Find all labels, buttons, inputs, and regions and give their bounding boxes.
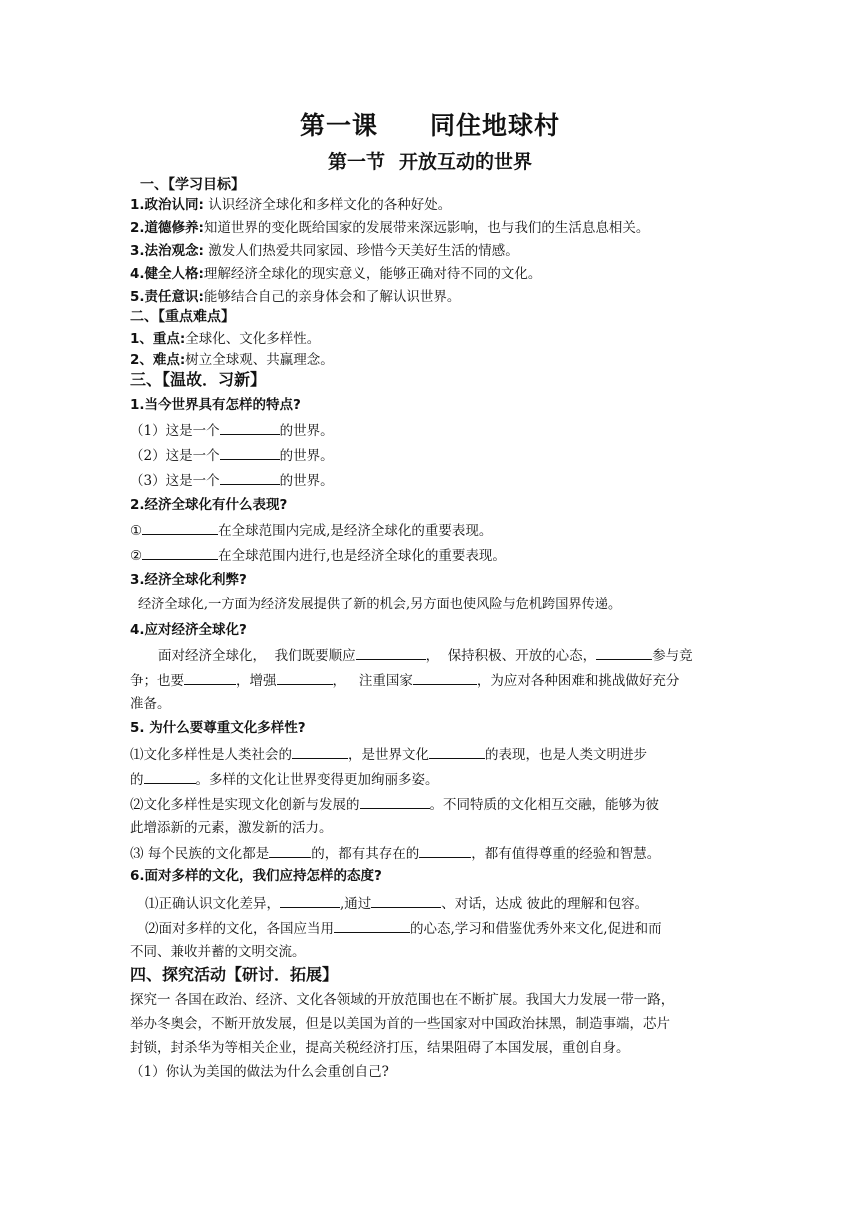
answer-blank[interactable] xyxy=(277,670,333,685)
heading-inquiry: 四、探究活动【研讨．拓展】 xyxy=(130,965,339,984)
heading-review: 三、【温故．习新】 xyxy=(130,370,267,389)
q2-fill-item: ① 在全球范围内完成,是经济全球化的重要表现。 xyxy=(130,520,740,541)
inquiry-question: （1）你认为美国的做法为什么会重创自己? xyxy=(130,1064,389,1080)
section-title xyxy=(0,147,860,174)
q2-fill-item: ② 在全球范围内进行,也是经济全球化的重要表现。 xyxy=(130,545,740,566)
heading-learning-goals: 一、【学习目标】 xyxy=(140,177,245,193)
question-1: 1.当今世界具有怎样的特点? xyxy=(130,397,301,413)
lesson-name: 同住地球村 xyxy=(430,111,561,140)
key-point-item: 2、难点:树立全球观、共赢理念。 xyxy=(130,352,334,368)
question-5: 5. 为什么要尊重文化多样性? xyxy=(130,720,306,736)
question-4: 4.应对经济全球化? xyxy=(130,622,247,638)
key-point-item: 1、重点:全球化、文化多样性。 xyxy=(130,331,321,347)
q5-answer-line: ⑶ 每个民族的文化都是 的，都有其存在的 ，都有值得尊重的经验和智慧。 xyxy=(130,843,740,864)
section-name: 开放互动的世界 xyxy=(399,151,533,173)
answer-blank[interactable] xyxy=(220,445,280,460)
answer-blank[interactable] xyxy=(596,645,652,660)
answer-blank[interactable] xyxy=(220,470,280,485)
lesson-title xyxy=(0,106,860,142)
q6-answer-line: ⑴正确认识文化差异， ,通过 、对话，达成 彼此的理解和包容。 xyxy=(145,893,755,914)
question-6: 6.面对多样的文化，我们应持怎样的态度? xyxy=(130,868,382,884)
answer-blank[interactable] xyxy=(334,918,410,933)
q5-answer-line: ⑵文化多样性是实现文化创新与发展的 。不同特质的文化相互交融，能够为彼 xyxy=(130,794,740,815)
answer-blank[interactable] xyxy=(144,769,196,784)
answer-blank[interactable] xyxy=(356,645,426,660)
answer-blank[interactable] xyxy=(419,843,471,858)
answer-blank[interactable] xyxy=(220,420,280,435)
answer-blank[interactable] xyxy=(413,670,477,685)
goal-item: 1.政治认同: 认识经济全球化和多样文化的各种好处。 xyxy=(130,197,452,213)
q5-answer-line: ⑴文化多样性是人类社会的 ，是世界文化 的表现，也是人类文明进步 xyxy=(130,744,740,765)
answer-blank[interactable] xyxy=(184,670,236,685)
question-2: 2.经济全球化有什么表现? xyxy=(130,497,288,513)
q5-answer-line: 此增添新的元素，激发新的活力。 xyxy=(130,820,333,836)
inquiry-paragraph-line: 探究一 各国在政治、经济、文化各领域的开放范围也在不断扩展。我国大力发展一带一路， xyxy=(130,992,675,1008)
lesson-number: 第一课 xyxy=(299,111,378,140)
q1-fill-item: （3）这是一个 的世界。 xyxy=(130,470,740,491)
q6-answer-line: 不同、兼收并蓄的文明交流。 xyxy=(130,944,306,960)
answer-blank[interactable] xyxy=(371,893,441,908)
answer-blank[interactable] xyxy=(292,744,348,759)
q4-paragraph-line: 面对经济全球化， 我们既要顺应 ， 保持积极、开放的心态， 参与竞 xyxy=(158,645,768,666)
goal-item: 5.责任意识:能够结合自己的亲身体会和了解认识世界。 xyxy=(130,289,461,305)
goal-item: 2.道德修养:知道世界的变化既给国家的发展带来深远影响，也与我们的生活息息相关。 xyxy=(130,220,650,236)
heading-key-points: 二、【重点难点】 xyxy=(130,309,235,325)
answer-blank[interactable] xyxy=(280,893,340,908)
answer-blank[interactable] xyxy=(142,545,218,560)
answer-blank[interactable] xyxy=(269,843,311,858)
q6-answer-line: ⑵面对多样的文化，各国应当用 的心态,学习和借鉴优秀外来文化,促进和而 xyxy=(145,918,755,939)
inquiry-paragraph-line: 举办冬奥会，不断开放发展，但是以美国为首的一些国家对中国政治抹黑，制造事端，芯片 xyxy=(130,1016,670,1032)
answer-blank[interactable] xyxy=(429,744,485,759)
q1-fill-item: （2）这是一个 的世界。 xyxy=(130,445,740,466)
answer-blank[interactable] xyxy=(360,794,430,809)
q3-answer-text: 经济全球化,一方面为经济发展提供了新的机会,另方面也使风险与危机跨国界传递。 xyxy=(138,597,622,612)
inquiry-paragraph-line: 封锁，封杀华为等相关企业，提高关税经济打压，结果阻碍了本国发展，重创自身。 xyxy=(130,1040,630,1056)
q4-paragraph-line: 争；也要 ，增强 ， 注重国家 ，为应对各种困难和挑战做好充分 xyxy=(130,670,740,691)
q4-paragraph-line: 准备。 xyxy=(130,696,171,712)
q5-answer-line: 的 。多样的文化让世界变得更加绚丽多姿。 xyxy=(130,769,740,790)
q1-fill-item: （1）这是一个 的世界。 xyxy=(130,420,740,441)
goal-item: 3.法治观念: 激发人们热爱共同家园、珍惜今天美好生活的情感。 xyxy=(130,243,519,259)
answer-blank[interactable] xyxy=(142,520,218,535)
goal-item: 4.健全人格:理解经济全球化的现实意义，能够正确对待不同的文化。 xyxy=(130,266,542,282)
question-3: 3.经济全球化利弊? xyxy=(130,572,247,588)
section-number: 第一节 xyxy=(327,151,385,173)
